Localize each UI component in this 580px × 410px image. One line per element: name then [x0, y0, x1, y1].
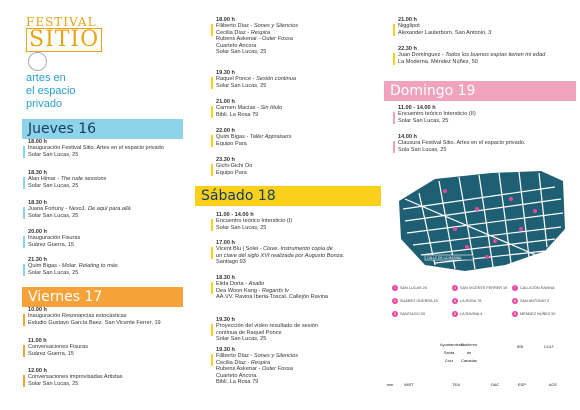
legend-label: LA RAVINA 4: [460, 312, 483, 316]
event-time: 18.30 h: [28, 200, 47, 206]
event-item: [393, 17, 580, 36]
event-performer: Juan Domínguez -: [398, 52, 446, 59]
event-title: Outer Fossa: [262, 366, 293, 373]
event-item: [23, 368, 198, 387]
event-item: [211, 157, 386, 176]
event-title: Molar. Relating to más: [61, 263, 118, 270]
event-place: Solar San Lucas, 25: [216, 82, 267, 89]
event-title: Clave. Instrumento copia de: [263, 246, 333, 253]
event-place: Solar San Lucas, 25: [28, 269, 79, 276]
event-item: [23, 200, 198, 219]
event-title: Respira: [250, 29, 271, 36]
event-title: Outer Fossa: [262, 36, 293, 43]
sponsor-logo: Gobierno de Canarias: [460, 342, 478, 363]
event-performer: Inauguración Fisuras: [28, 235, 81, 242]
legend-label: SAN VICENTE FERRER 19: [460, 286, 508, 290]
event-item: [393, 46, 580, 65]
event-time: 12.00 h: [28, 368, 47, 374]
legend-item: [392, 311, 425, 317]
event-item: [211, 347, 386, 385]
legend-number: 4: [453, 285, 457, 290]
event-item: [211, 240, 386, 266]
event-place: Solar San Lucas, 25: [28, 151, 79, 158]
event-item: [23, 229, 198, 248]
event-item: [211, 275, 386, 301]
event-item: [393, 105, 580, 124]
event-performer: Proyección del vídeo resultado de sesión: [216, 323, 318, 330]
day-header-viernes: Viernes 17: [22, 287, 183, 307]
map-marker-8: [533, 209, 537, 213]
event-performer: Nigglipot: [398, 23, 420, 30]
event-item: [211, 212, 386, 231]
event-place: Solar San Lucas, 25: [28, 182, 79, 189]
legend-label: SUÁREZ GUERRA 15: [400, 299, 438, 303]
legend-number: 8: [513, 298, 517, 303]
event-title: Respira: [250, 359, 271, 366]
legend-label: MÉNDEZ NÚÑEZ 50: [520, 312, 556, 316]
event-performer: AA.VV. Ravina Iberia-Toscal. Callejón Ravina: [216, 294, 329, 301]
legend-label: LA ROSA 79: [460, 299, 482, 303]
legend-label: CALLEJÓN RAVINA: [520, 286, 555, 290]
map-marker-2: [475, 207, 479, 211]
legend-number: 6: [453, 311, 457, 316]
event-time: 11.00 - 14.00 h: [398, 105, 436, 111]
event-performer: Filiberto Díaz -: [216, 353, 254, 360]
legend-label: SAN LUCAS 25: [400, 286, 427, 290]
event-performer: Juana Fortuny -: [28, 206, 69, 213]
event-place: Suárez Guerra, 15: [28, 350, 75, 357]
event-item: [211, 99, 386, 118]
event-time: 21.00 h: [216, 99, 235, 105]
logo-tagline-2: el espacio: [26, 85, 76, 97]
sponsor-logo: ESP: [517, 382, 526, 387]
event-performer: Gichi-Gichi Oo: [216, 163, 253, 170]
event-performer: Cuarteto Ancora: [216, 372, 257, 379]
event-time: 22.00 h: [216, 128, 235, 134]
map-marker-5: [465, 245, 469, 249]
event-performer: Conversaciones improvisadas Artistas: [28, 374, 123, 381]
event-time: 22.30 h: [398, 46, 417, 52]
event-performer: Vicent Blu | Solei -: [216, 246, 264, 253]
event-title: Sesión continua: [256, 76, 296, 83]
event-title: Sones y Silencios: [253, 23, 299, 30]
event-time: 20.00 h: [28, 229, 47, 235]
event-place: Solar San Lucas, 25: [28, 380, 79, 387]
event-place: Solar San Lucas, 25: [216, 224, 267, 231]
legend-item: [512, 311, 555, 317]
event-place: Santiago 93: [216, 259, 246, 266]
event-place: La Moderna. Méndez Núñez, 50: [398, 58, 478, 65]
event-performer: Cecilia Díaz -: [216, 359, 251, 366]
sponsor-logo: rsm: [386, 382, 394, 387]
map-marker-9: [485, 255, 489, 259]
event-performer: Quim Bigas -: [28, 263, 62, 270]
logo-sitio: SITIO: [26, 28, 102, 52]
event-time: 11.00 h: [28, 338, 47, 344]
event-time: 11.00 - 14.00 h: [216, 212, 254, 218]
event-place: Estudio Gustavo García Baez. San Vicente Ferrer, 19: [28, 319, 161, 326]
legend-number: 1: [393, 285, 397, 290]
event-line: [216, 294, 386, 300]
event-item: [23, 338, 198, 357]
event-title: Nexo1. De aquí para allá: [68, 206, 131, 213]
legend-number: 5: [453, 298, 457, 303]
logo-circle-icon: [28, 52, 47, 71]
event-title: Taller Appraisers: [249, 134, 292, 141]
event-performer: Raquel Ponce -: [216, 76, 257, 83]
logo-tagline-1: artes en: [26, 72, 66, 84]
event-title: Sin título: [260, 105, 283, 112]
event-time: 23.30 h: [216, 157, 235, 163]
event-time: 14.00 h: [398, 134, 417, 140]
legend-item: [452, 311, 482, 317]
event-performer: Carmen Macías -: [216, 105, 261, 112]
day-header-domingo: Domingo 19: [384, 81, 576, 101]
event-performer: Dea Woon Kang -: [216, 287, 262, 294]
legend-item: [512, 285, 555, 291]
day-header-sabado: Sábado 18: [195, 186, 381, 206]
event-place: Suárez Guerra, 15: [28, 241, 75, 248]
legend-item: [452, 298, 481, 304]
event-title: Regards tv: [261, 287, 289, 294]
event-time: 21.30 h: [28, 257, 47, 263]
map-marker-1: [443, 189, 447, 193]
event-performer: Cecilia Díaz -: [216, 29, 251, 36]
sponsor-logo: ACE: [548, 382, 558, 387]
event-performer: Clausura Festival Sitio. Artes en el espacio privado.: [398, 140, 526, 147]
event-item: [23, 257, 198, 276]
sponsor-logo: TEA: [452, 382, 460, 387]
event-performer: Inauguración Resonancias estocásticas: [28, 313, 127, 320]
event-title: Asalto: [248, 281, 265, 288]
event-performer: continua de Raquel Ponce: [216, 329, 282, 336]
map-marker-6: [519, 227, 523, 231]
event-performer: Alan Himar -: [28, 176, 61, 183]
event-performer: Encuentro teórico Intersticio (I): [216, 218, 293, 225]
sponsor-logo: Ayuntamiento Santa Cruz: [440, 342, 465, 363]
event-place: Solar San Lucas, 25: [216, 49, 267, 56]
sponsor-logo: OAC: [490, 382, 500, 387]
legend-number: 2: [393, 298, 397, 303]
event-place: Bibli. La Rosa 79: [216, 111, 259, 118]
event-performer: Rubens Askenar -: [216, 36, 263, 43]
event-item: [23, 307, 198, 326]
event-place: Equipo Para: [216, 140, 247, 147]
map-marker-3: [453, 227, 457, 231]
event-place: Sola San Lucas, 25: [398, 146, 447, 153]
legend-number: 3: [393, 311, 397, 316]
event-performer: Rubens Askenar -: [216, 366, 263, 373]
location-map: [395, 169, 567, 275]
legend-item: [392, 298, 438, 304]
event-place: Bibli. La Rosa 79: [216, 379, 259, 386]
event-time: 17.00 h: [216, 240, 235, 246]
legend-item: [392, 285, 427, 291]
event-performer: Quim Bigas -: [216, 134, 250, 141]
map-marker-7: [493, 239, 497, 243]
legend-label: SANTIAGO 93: [400, 312, 425, 316]
logo-festival: FESTIVAL: [26, 15, 97, 29]
map-marker-4: [509, 197, 513, 201]
sponsor-logo: IEB: [516, 344, 524, 349]
event-time: 18.30 h: [216, 275, 235, 281]
legend-label: SAN ANTONIO 3: [520, 299, 550, 303]
event-place: Equipo Para: [216, 169, 247, 176]
festival-logo: [26, 15, 100, 110]
sponsor-logo: CULT: [543, 344, 555, 349]
event-place: Alexander Lauterborn. San Antonio, 3: [398, 29, 492, 36]
day-header-jueves: Jueves 16: [22, 119, 183, 139]
map-street-marina: CALLE DE LA MARINA: [427, 256, 462, 260]
legend-item: [452, 285, 507, 291]
legend-number: 9: [513, 311, 517, 316]
event-place: Solar San Lucas, 25: [216, 336, 267, 343]
event-title: un clave del siglo XVI realizada por Augusto Bonza.: [216, 252, 345, 259]
event-performer: Elida Dorta -: [216, 281, 249, 288]
event-item: [211, 70, 386, 89]
event-time: 18.00 h: [216, 17, 235, 23]
event-time: 21.00 h: [398, 17, 417, 23]
event-performer: Filiberto Díaz -: [216, 23, 254, 30]
event-time: 18.00 h: [28, 139, 47, 145]
event-time: 19.30 h: [216, 347, 235, 353]
event-performer: Encuentro teórico Intersticio (II): [398, 111, 476, 118]
event-time: 18.30 h: [28, 170, 47, 176]
event-place: Solar San Lucas, 25: [28, 212, 79, 219]
event-item: [211, 317, 386, 343]
event-item: [211, 128, 386, 147]
event-item: [23, 139, 198, 158]
event-title: Sones y Silencios: [253, 353, 299, 360]
event-performer: Cuarteto Ancora: [216, 42, 257, 49]
legend-number: 7: [513, 285, 517, 290]
logo-tagline-3: privado: [26, 98, 63, 110]
sponsor-logo: MIST: [404, 382, 414, 387]
event-time: 19.30 h: [216, 70, 235, 76]
event-item: [211, 17, 386, 55]
legend-item: [512, 298, 549, 304]
event-place: Solar San Lucas, 25: [398, 117, 449, 124]
event-performer: Inauguración Festival Sitio. Artes en el espacio privado: [28, 145, 164, 152]
event-item: [393, 134, 580, 153]
event-time: 19.30 h: [216, 317, 235, 323]
event-item: [23, 170, 198, 189]
event-time: 10.00 h: [28, 307, 47, 313]
event-performer: Conversaciones Fisuras: [28, 344, 89, 351]
event-title: Todos los buenos espías tienen mi edad: [445, 52, 546, 59]
event-title: The rude sessions: [60, 176, 107, 183]
